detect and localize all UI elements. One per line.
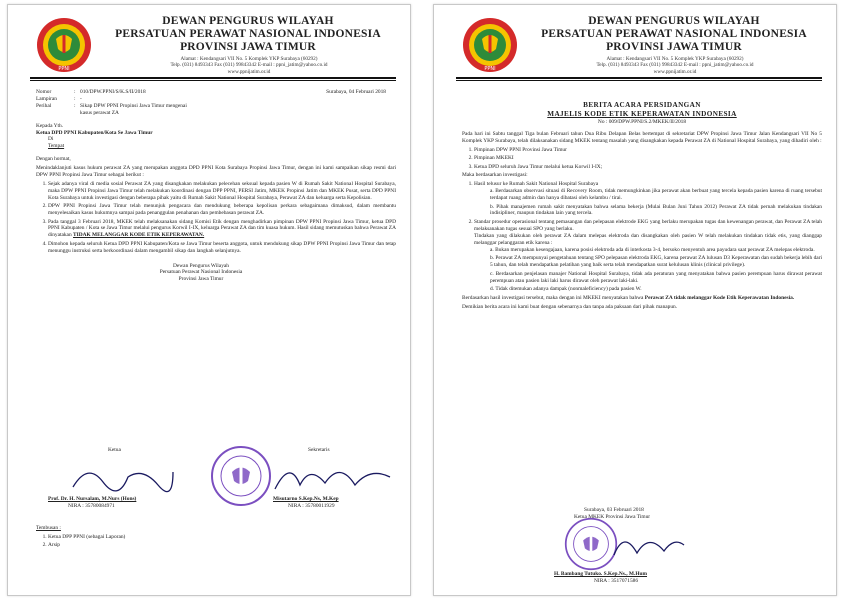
list-item: 3. Pada tanggal 3 Februari 2018, MKEK telah melaksanakan sidang Komisi Etik dengan menghadirkan pimpinan DPW PPNI Propinsi Jawa Timur, ketua DPD PPNI Kabupaten / Kota se Jawa Timur melalui pengurus Korwil I-IX, keluarga Perawat ZA dan tim kuasa hukum. Hasil sidang memutuskan bahwa Perawat ZA dinyatakan TIDAK MELANGGAR KODE ETIK KEPERAWATAN. bbox=[48, 219, 396, 240]
perihal-value: Sikap DPW PPNI Propinsi Jawa Timur mengenai kasus perawat ZA bbox=[80, 102, 187, 116]
ketua-nira: NIRA : 35780084971 bbox=[68, 503, 115, 509]
kepada: Kepada Yth. bbox=[36, 122, 64, 129]
ppni-stamp-icon bbox=[210, 445, 272, 507]
letter-page-1: PPNI DEWAN PENGURUS WILAYAH PERSATUAN PERAWAT NASIONAL INDONESIA PROVINSI JAWA TIMUR Alamat : Kendangsari VII No. 5 Komplek YKP Surabaya (60292) Telp. (031) 8493343 Fax (031) 99843342 E-mail : ppni_jatim@yahoo.co.id www.ppnijatim.or.id Nomor : 010/DPW.PPNI/S/K.S/II/2018 Lampiran : - Perihal : Sikap DPW PPNI Propinsi Jawa Timur mengenai kasus perawat ZA Surabaya, 04 Februari 2018 Kepada Yth. Ketua DPD PPNI Kabupaten/Kota Se Jawa Timur Di Tempat Dengan hormat, Menindaklanjuti kasus hukum perawat ZA yang merupakan anggota DPD PPNI Kota Surabaya Propinsi Jawa Timur, dengan ini kami sampaikan sikap resmi dari DPW PPNI Propinsi Jawa Timur sebagai berikut : 1. Sejak adanya viral di media sosial Perawat ZA yang disangkakan melakukan pelecehan seksual kepada pasien W di Rumah Sakit National Hospital Surabaya, maka DPW PPNI Propinsi Jawa Timur telah melakukan koordinasi dengan DPP PPNI, PERSI Jatim, MKEK Propinsi Jatim dan MKEK Pusat, serta DPD PPNI Kota Surabaya untuk investigasi dengan beberapa pihak yaitu di Rumah Sakit National Hospital Surabaya, Perawat ZA dan keluarga serta Kepolisian. 2. DPW PPNI Propinsi Jawa Timur telah menunjuk pengacara dan mendukung beberapa kepolisan perkara sebagaimana dimaksud, dalam membantu menyelesaikan kasus hukumnya sampai pada penanggulan penahanan dan pembebasan perawat ZA. 3. Pada tanggal 3 Februari 2018, MKEK telah melaksanakan sidang Komisi Etik dengan menghadirkan pimpinan DPW PPNI Propinsi Jawa Timur, ketua DPD PPNI Kabupaten / Kota se Jawa Timur melalui pengurus Korwil I-IX, keluarga Perawat ZA dan tim kuasa hukum. Hasil sidang memutuskan bahwa Perawat ZA dinyatakan TIDAK MELANGGAR KODE ETIK KEPERAWATAN. 4. Dimohon kepada seluruh Ketua DPD PPNI Kabupaten/Kota se Jawa Timur beserta anggota, untuk mendukung sikap DPW PPNI Propinsi Jawa Timur dan tetap menunggu instruksi serta berkoordinasi dalam mengambil sikap dan langkah selanjutnya. Dewan Pengurus Wilayah Persatuan Perawat Nasional Indonesia Provinsi Jawa Timur Ketua Sekretaris Prof. Dr. H. Nursalam, M.Nurs (Hons) NIRA : 35780084971 Misutarno S.Kep.Ns, M.Kep NIRA : 35780011929 Tembusan : 1. Ketua DPP PPNI (sebagai Laporan) 2. Arsip bbox=[7, 4, 411, 596]
address: Alamat : Kendangsari VII No. 5 Komplek YKP Surabaya (60292) bbox=[180, 56, 318, 62]
investigation-intro: Maka berdasarkan investigasi: bbox=[462, 172, 528, 179]
list-item: 3. Ketua DPD seluruh Jawa Timur melalui ketua Korwil I-IX; bbox=[474, 164, 822, 171]
attendee-list bbox=[462, 147, 822, 171]
list-item: d. Tidak ditemukan adanya dampak (nonmaleficiency) pada pasien W. bbox=[490, 286, 642, 293]
list-item: 1. Ketua DPP PPNI (sebagai Laporan) bbox=[48, 534, 396, 541]
letterhead bbox=[434, 5, 836, 77]
tempat: Tempat bbox=[48, 143, 65, 150]
sekretaris-nira: NIRA : 35780011929 bbox=[288, 503, 335, 509]
org-line-2: PERSATUAN PERAWAT NASIONAL INDONESIA bbox=[541, 28, 807, 40]
list-item: 2. Pimpinan MKEKI bbox=[474, 155, 822, 162]
closing-2: Persatuan Perawat Nasional Indonesia bbox=[159, 269, 243, 276]
svg-text:PPNI: PPNI bbox=[484, 66, 496, 72]
list-item: c. Berdasarkan penjelasan manajer National Hospital Surabaya, tidak ada peraturan yang menyatakan bahwa pasien perempuan harus dirawat perawat perempuan atau pasien laki laki harus dirawat oleh perawat laki-laki. bbox=[490, 270, 822, 284]
lampiran-value: - bbox=[80, 95, 82, 102]
list-item: b. Pihak manajemen rumah sakit menyatakan bahwa selama bekerja (Mulai Bulan Juni Tahun 2012) Perawat ZA tidak pernah melakukan tindakan indisipliner, maupun tindakan lain yang tercela. bbox=[490, 203, 822, 217]
signer-name: H. Bambang Tutuko. S.Kep.Ns., M.Hum bbox=[554, 571, 648, 577]
intro-paragraph: Pada hari ini Sabtu tanggal Tiga bulan Februari tahun Dua Ribu Delapan Belas bertempat di sekretariat DPW Propinsi Jawa Timur Jalan Kendangsari VII No 5 Komplek YKP Surabaya, telah dilaksanakan sidang MKEK tentang masalah yang disangkakan kepada Perawat ZA di National Hospital Surabaya, yang dihadiri oleh : bbox=[462, 130, 822, 144]
sekretaris-name: Misutarno S.Kep.Ns, M.Kep bbox=[273, 496, 339, 502]
intro-paragraph: Menindaklanjuti kasus hukum perawat ZA yang merupakan anggota DPD PPNI Kota Surabaya Propinsi Jawa Timur, dengan ini kami sampaikan sikap resmi dari DPW PPNI Propinsi Jawa Timur sebagai berikut : bbox=[36, 165, 396, 179]
di: Di bbox=[48, 136, 54, 143]
signer-title: Ketua MKEK Provinsi Jawa Timur bbox=[574, 514, 651, 520]
org-line-1: DEWAN PENGURUS WILAYAH bbox=[588, 15, 760, 27]
org-line-3: PROVINSI JAWA TIMUR bbox=[180, 41, 316, 53]
cc-list bbox=[36, 534, 396, 549]
org-line-2: PERSATUAN PERAWAT NASIONAL INDONESIA bbox=[115, 28, 381, 40]
doc-title-1: BERITA ACARA PERSIDANGAN bbox=[583, 101, 701, 109]
nomor-label: Nomor bbox=[36, 89, 52, 95]
phone: Telp. (031) 8493343 Fax (031) 99843342 E-mail : ppni_jatim@yahoo.co.id bbox=[170, 62, 328, 69]
letter-date: Surabaya, 04 Februari 2018 bbox=[326, 89, 386, 95]
ppni-logo-icon bbox=[36, 17, 92, 73]
ppni-logo-icon bbox=[462, 17, 518, 73]
perihal-label: Perihal bbox=[36, 102, 52, 109]
org-line-1: DEWAN PENGURUS WILAYAH bbox=[162, 15, 334, 27]
signer-signature-icon bbox=[609, 525, 689, 565]
list-item: a. Bukan merupakan kesengajaan, karena posisi elektroda ada di interkosta 3-4, bersoko menyentuh area payudara saat perawat ZA melepas elektroda. bbox=[490, 247, 815, 253]
divider bbox=[30, 80, 396, 81]
closing-1: Dewan Pengurus Wilayah bbox=[173, 262, 229, 269]
findings-list bbox=[462, 181, 822, 293]
doc-title-2: MAJELIS KODE ETIK KEPERAWATAN INDONESIA bbox=[547, 110, 737, 118]
salutation: Dengan hormat, bbox=[36, 156, 71, 163]
list-item: a. Berdasarkan observasi situasi di Recovery Room, tidak memungkinkan jika perawat akan berbuat yang tercela kepada pasien karena di ruang tersebut terdapat ruang admin dan hanya dibatasi oleh kelambu / tirai. bbox=[490, 188, 823, 202]
divider bbox=[30, 77, 396, 79]
website: www.ppnijatim.or.id bbox=[227, 68, 271, 75]
recipient: Ketua DPD PPNI Kabupaten/Kota Se Jawa Timur bbox=[36, 129, 153, 136]
list-item: 4. Dimohon kepada seluruh Ketua DPD PPNI Kabupaten/Kota se Jawa Timur beserta anggota, untuk mendukung sikap DPW PPNI Propinsi Jawa Timur dan tetap menunggu instruksi serta berkoordinasi dalam mengambil sikap dan langkah selanjutnya. bbox=[48, 241, 396, 255]
closing-3: Provinsi Jawa Timur bbox=[178, 276, 224, 283]
list-item: 2. Arsip bbox=[48, 542, 396, 549]
org-line-3: PROVINSI JAWA TIMUR bbox=[606, 41, 742, 53]
divider bbox=[456, 80, 822, 81]
list-item: 2. Standar prosedur operasional tentang pemasangan dan pelepasan elektrode EKG yang berlaku merupakan tugas dan kewenangan perawat, dan Perawat ZA telah melaksanakan tugas sesuai SPO yang berlaku. Tindakan yang dilakukan oleh perawat ZA dalam melepas elektroda dan disangkakan oleh pasien W telah melakukan tindakan tidak etis, yang dianggap melanggar pelanggaran etik karena : a. Bukan merupakan kesengajaan, karena posisi elektroda ada di interkosta 3-4, bersoko menyentuh area payudara saat perawat ZA melepas elektroda. b. Perawat ZA mempunyai pengetahuan tentang SPO pelepasan elektroda EKG, karena perawat ZA lulusan D3 Keperawatan dan sudah bekerja lebih dari 5 tahun, dan telah mendapatkan pelatihan yang baik serta telah mendapatkan surat kelulusan klinis (clinical privilege). c. Berdasarkan penjelasan manajer National Hospital Surabaya, tidak ada peraturan yang menyatakan bahwa pasien perempuan harus dirawat perawat perempuan atau pasien laki laki harus dirawat oleh perawat laki-laki. d. Tidak ditemukan adanya dampak (nonmaleficiency) pada pasien W. bbox=[474, 219, 822, 293]
ketua-signature-icon bbox=[68, 457, 178, 497]
doc-number: No : 009/DPW.PPNI/S.2/MKEK/II/2018 bbox=[597, 119, 687, 125]
sekretaris-signature-icon bbox=[270, 455, 400, 497]
tembusan-label: Tembusan : bbox=[36, 525, 61, 531]
conclusion: Berdasarkan hasil investigasi tersebut, maka dengan ini MKEKI menyatakan bahwa Perawat ZA tidak melanggar Kode Etik Keperawatan Indonesia. bbox=[462, 294, 795, 301]
lampiran-label: Lampiran bbox=[36, 95, 57, 102]
ketua-name: Prof. Dr. H. Nursalam, M.Nurs (Hons) bbox=[48, 496, 137, 502]
place-date: Surabaya, 03 Februari 2018 bbox=[584, 507, 644, 513]
nomor-value: 010/DPW.PPNI/S/K.S/II/2018 bbox=[80, 89, 146, 95]
position-list bbox=[36, 181, 396, 255]
list-item: 1. Sejak adanya viral di media sosial Perawat ZA yang disangkakan melakukan pelecehan seksual kepada pasien W di Rumah Sakit National Hospital Surabaya, maka DPW PPNI Propinsi Jawa Timur telah melakukan koordinasi dengan DPP PPNI, PERSI Jatim, MKEK Propinsi Jatim dan MKEK Pusat, serta DPD PPNI Kota Surabaya untuk investigasi dengan beberapa pihak yaitu di Rumah Sakit National Hospital Surabaya, Perawat ZA dan keluarga serta Kepolisian. bbox=[48, 181, 396, 202]
address: Alamat : Kendangsari VII No. 5 Komplek YKP Surabaya (60292) bbox=[606, 56, 744, 62]
verdict: TIDAK MELANGGAR KODE ETIK KEPERAWATAN. bbox=[73, 232, 205, 239]
divider bbox=[456, 77, 822, 79]
closing-paragraph: Demikian berita acara ini kami buat dengan sebenarnya dan tanpa ada paksaan dari pihak manapun. bbox=[462, 303, 678, 310]
list-item: b. Perawat ZA mempunyai pengetahuan tentang SPO pelepasan elektroda EKG, karena perawat ZA lulusan D3 Keperawatan dan sudah bekerja lebih dari 5 tahun, dan telah mendapatkan pelatihan yang baik serta telah mendapatkan surat kelulusan klinis (clinical privilege). bbox=[490, 255, 822, 269]
letterhead bbox=[8, 5, 410, 77]
svg-text:PPNI: PPNI bbox=[58, 66, 70, 72]
list-item: 1. Pimpinan DPW PPNI Provinsi Jawa Timur bbox=[474, 147, 822, 154]
signer-nira: NIRA : 3517071586 bbox=[594, 578, 639, 584]
ketua-label: Ketua bbox=[108, 447, 121, 453]
phone: Telp. (031) 8493343 Fax (031) 99843342 E-mail : ppni_jatim@yahoo.co.id bbox=[596, 62, 754, 69]
list-item: 2. DPW PPNI Propinsi Jawa Timur telah menunjuk pengacara dan mendukung beberapa kepolisan perkara sebagaimana dimaksud, dalam membantu menyelesaikan kasus hukumnya sampai pada penanggulan penahanan dan pembebasan perawat ZA. bbox=[48, 203, 396, 217]
list-item: 1. Hasil telusur ke Rumah Sakit National Hospital Surabaya a. Berdasarkan observasi situasi di Recovery Room, tidak memungkinkan jika perawat akan berbuat yang tercela kepada pasien karena di ruang tersebut terdapat ruang admin dan hanya dibatasi oleh kelambu / tirai. b. Pihak manajemen rumah sakit menyatakan bahwa selama bekerja (Mulai Bulan Juni Tahun 2012) Perawat ZA tidak pernah melakukan tindakan indisipliner, maupun tindakan lain yang tercela. bbox=[474, 181, 822, 217]
website: www.ppnijatim.or.id bbox=[653, 68, 697, 75]
letter-page-2 bbox=[433, 4, 837, 596]
sekretaris-label: Sekretaris bbox=[308, 447, 330, 453]
